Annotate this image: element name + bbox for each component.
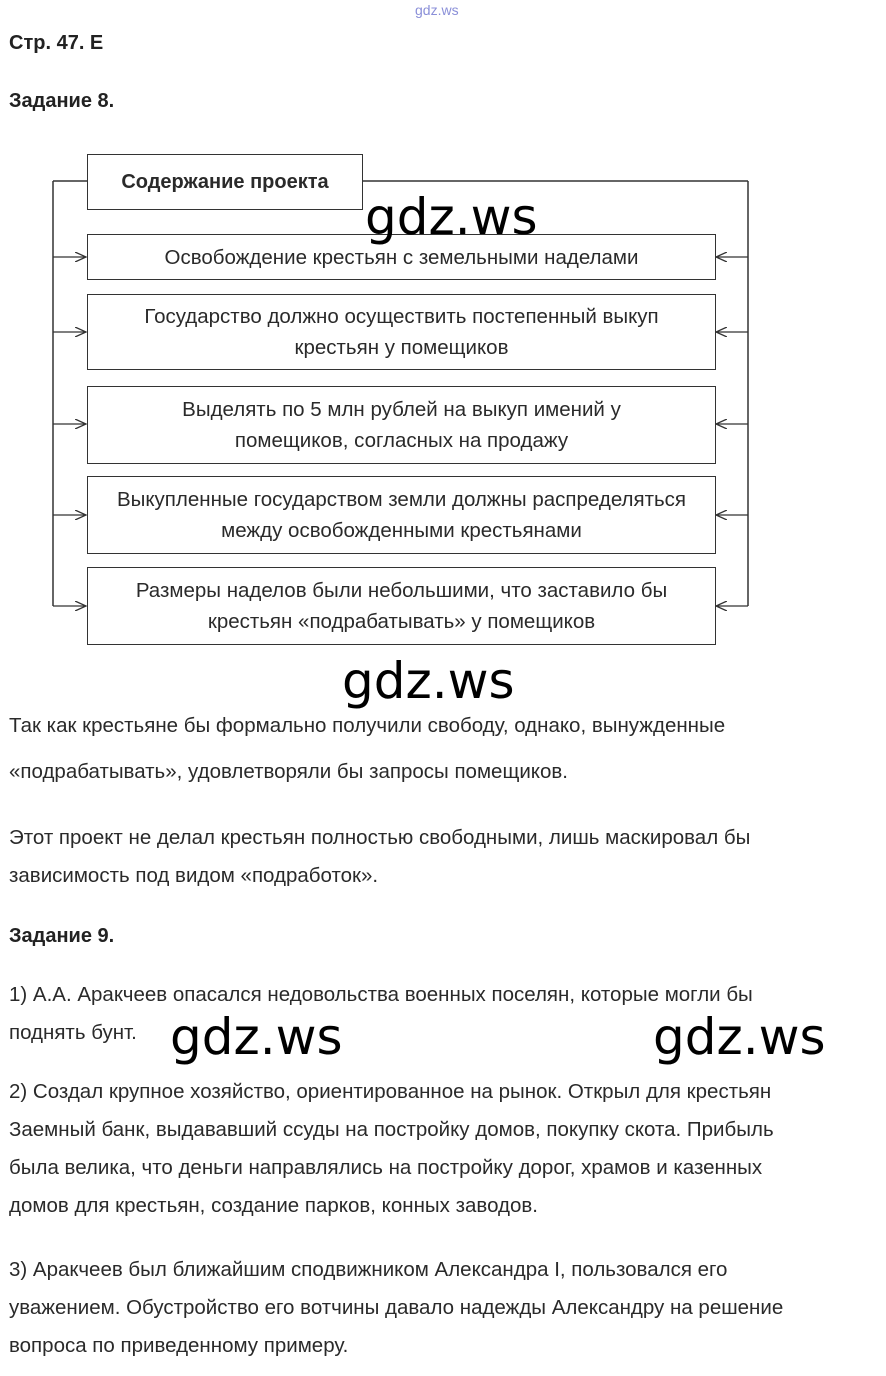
task8-heading: Задание 8. [9,90,115,112]
watermark-2: gdz.ws [342,652,515,710]
task9-a3-line2: уважением. Обустройство его вотчины давало надежды Александру на решение [9,1296,784,1319]
watermark-top: gdz.ws [415,2,459,18]
task8-p2-line2: зависимость под видом «подработок». [9,864,379,887]
task8-p1-line2: «подрабатывать», удовлетворяли бы запросы помещиков. [9,760,568,783]
task9-answer-1 [9,976,753,1052]
diagram-item-4-text: Выкупленные государством земли должны распределяться между освобожденными крестьянами [116,488,687,542]
task9-a3-line3: вопроса по приведенному примеру. [9,1334,349,1357]
task9-a1-line2: поднять бунт. [9,1021,137,1044]
diagram-item-2 [87,294,716,370]
diagram-item-3 [87,386,716,464]
task8-paragraph-2 [9,819,750,895]
page-heading: Стр. 47. Е [9,32,104,54]
watermark-4: gdz.ws [653,1008,826,1066]
task9-a2-line1: 2) Создал крупное хозяйство, ориентированное на рынок. Открыл для крестьян [9,1080,772,1103]
task9-a2-line4: домов для крестьян, создание парков, конных заводов. [9,1194,538,1217]
task8-p2-line1: Этот проект не делал крестьян полностью свободными, лишь маскировал бы [9,826,751,849]
task9-a2-line3: была велика, что деньги направлялись на постройку дорог, храмов и казенных [9,1156,763,1179]
task9-a3-line1: 3) Аракчеев был ближайшим сподвижником Александра I, пользовался его [9,1258,728,1281]
task9-answer-3 [9,1251,783,1365]
task9-answer-2 [9,1073,774,1225]
diagram-item-3-text: Выделять по 5 млн рублей на выкуп имений у помещиков, согласных на продажу [182,398,621,452]
task8-paragraph-1 [9,707,725,791]
watermark-1: gdz.ws [365,188,538,246]
watermark-3: gdz.ws [170,1008,343,1066]
task8-p1-line1: Так как крестьяне бы формально получили свободу, однако, вынужденные [9,714,726,737]
diagram-item-5-text: Размеры наделов были небольшими, что заставило бы крестьян «подрабатывать» у помещиков [135,579,668,633]
diagram-item-2-text: Государство должно осуществить постепенный выкуп крестьян у помещиков [144,305,659,359]
diagram-title: Содержание проекта [121,170,329,193]
task9-a2-line2: Заемный банк, выдававший ссуды на постройку домов, покупку скота. Прибыль [9,1118,774,1141]
diagram-title-box [87,154,363,210]
diagram-item-4 [87,476,716,554]
task9-heading: Задание 9. [9,925,115,947]
task9-a1-line1: 1) А.А. Аракчеев опасался недовольства военных поселян, которые могли бы [9,983,753,1006]
diagram-item-1-text: Освобождение крестьян с земельными наделами [164,245,639,269]
diagram-item-5 [87,567,716,645]
